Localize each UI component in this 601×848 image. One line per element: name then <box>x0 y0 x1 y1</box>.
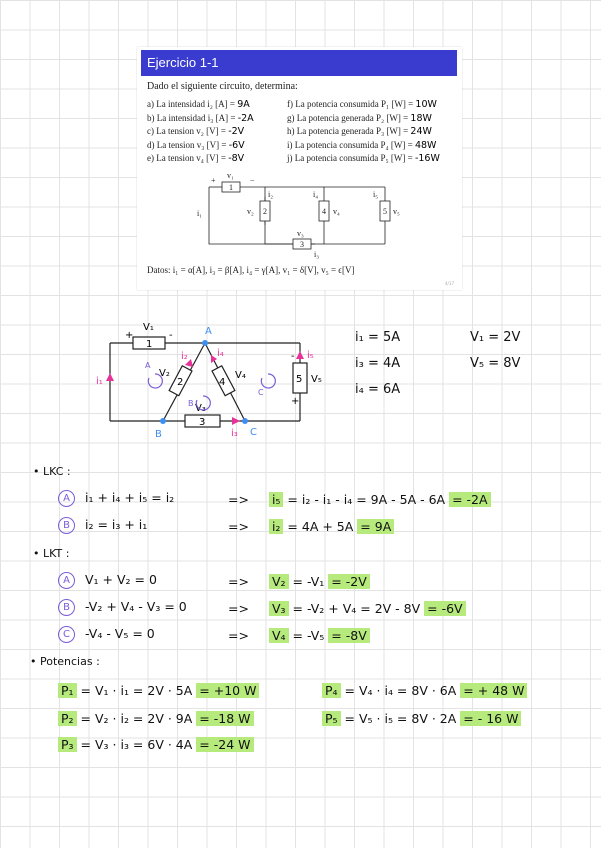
svg-text:4: 4 <box>219 377 226 388</box>
svg-text:−: − <box>250 176 255 185</box>
question-f: f) La potencia consumida P₁ [W] = 10W <box>287 99 437 110</box>
lkt-row-c: C -V₄ - V₅ = 0 <box>58 626 155 643</box>
svg-text:+: + <box>125 330 134 341</box>
lkc-row-b-result: => i₂ = 4A + 5A = 9A <box>228 519 394 534</box>
node-a-label: A <box>205 326 212 337</box>
question-h: h) La potencia generada P₃ [W] = 24W <box>287 126 432 137</box>
exercise-slide <box>137 47 462 290</box>
question-i: i) La potencia consumida P₄ [W] = 48W <box>287 139 437 151</box>
svg-text:1: 1 <box>229 183 233 192</box>
result-v2: = -2V <box>328 574 369 589</box>
answer-i: 48W <box>414 139 437 151</box>
svg-text:v₅: v₅ <box>393 207 400 216</box>
answer-j: -16W <box>414 153 440 164</box>
lkt-heading: • LKT : <box>33 547 70 560</box>
questions-left <box>147 99 254 167</box>
power-p4: P₄ = V₄ · i₄ = 8V · 6A = + 48 W <box>322 683 527 698</box>
known-i1: i₁ = 5A <box>355 330 401 345</box>
known-v1: V₁ = 2V <box>470 330 521 345</box>
question-b: b) La intensidad i₃ [A] = -2A <box>147 112 254 124</box>
answer-h: 24W <box>410 126 432 137</box>
svg-text:v₄: v₄ <box>333 207 340 216</box>
node-c-dot <box>242 418 248 424</box>
answer-g: 18W <box>410 112 432 124</box>
svg-text:5: 5 <box>296 374 303 385</box>
question-e: e) La tension v₄ [V] = -8V <box>147 153 245 164</box>
svg-text:V₃: V₃ <box>195 403 206 414</box>
power-p5: P₅ = V₅ · i₅ = 8V · 2A = - 16 W <box>322 711 521 726</box>
answer-a: 9A <box>237 99 250 110</box>
svg-text:V₄: V₄ <box>235 370 246 381</box>
power-p1: P₁ = V₁ · i₁ = 2V · 5A = +10 W <box>58 683 259 698</box>
hand-circuit-diagram <box>95 318 335 443</box>
known-i4: i₄ = 6A <box>355 382 401 397</box>
svg-text:3: 3 <box>199 417 206 428</box>
node-b-label: B <box>155 429 162 440</box>
lkt-row-b: B -V₂ + V₄ - V₃ = 0 <box>58 599 187 616</box>
svg-text:-: - <box>291 351 295 362</box>
node-b-dot <box>160 418 166 424</box>
result-p5: = - 16 W <box>460 711 521 726</box>
answer-e: -8V <box>228 153 245 164</box>
svg-text:C: C <box>258 388 264 397</box>
svg-text:i₃: i₃ <box>314 250 320 259</box>
svg-text:4: 4 <box>322 207 326 216</box>
lkt-row-c-result: => V₄ = -V₅ = -8V <box>228 628 370 643</box>
question-j: j) La potencia consumida P₅ [W] = -16W <box>287 153 440 164</box>
slide-title: Ejercicio 1-1 <box>141 50 457 76</box>
svg-text:i₂: i₂ <box>181 351 188 362</box>
answer-c: -2V <box>228 126 245 137</box>
known-v5: V₅ = 8V <box>470 356 521 371</box>
result-i2: = 9A <box>357 519 394 534</box>
power-p2: P₂ = V₂ · i₂ = 2V · 9A = -18 W <box>58 711 254 726</box>
lkc-row-a-result: => i₅ = i₂ - i₁ - i₄ = 9A - 5A - 6A = -2A <box>228 492 491 507</box>
question-a: a) La intensidad i₂ [A] = 9A <box>147 99 250 110</box>
svg-text:i₁: i₁ <box>197 209 203 218</box>
answer-f: 10W <box>415 99 437 110</box>
svg-text:i₄: i₄ <box>313 190 319 199</box>
slide-intro: Dado el siguiente circuito, determina: <box>147 81 298 92</box>
answer-b: -2A <box>237 112 254 124</box>
svg-text:V₂: V₂ <box>159 368 170 379</box>
svg-text:i₃: i₃ <box>231 428 238 439</box>
lkc-heading: • LKC : <box>33 465 71 478</box>
result-p2: = -18 W <box>196 711 253 726</box>
svg-text:3: 3 <box>300 240 304 249</box>
svg-text:V₁: V₁ <box>143 322 154 333</box>
result-p4: = + 48 W <box>460 683 527 698</box>
slide-page-number: 4/17 <box>445 281 454 286</box>
lkt-row-b-result: => V₃ = -V₂ + V₄ = 2V - 8V = -6V <box>228 601 466 616</box>
result-v4: = -8V <box>328 628 369 643</box>
svg-text:i₄: i₄ <box>217 348 224 359</box>
svg-text:i₁: i₁ <box>96 376 103 387</box>
svg-text:i₅: i₅ <box>307 350 314 361</box>
lkt-row-a: A V₁ + V₂ = 0 <box>58 572 157 589</box>
question-c: c) La tension v₂ [V] = -2V <box>147 126 245 137</box>
svg-text:+: + <box>291 396 300 407</box>
svg-text:v₃: v₃ <box>297 229 304 238</box>
svg-text:5: 5 <box>383 207 387 216</box>
result-v3: = -6V <box>424 601 465 616</box>
answer-d: -6V <box>228 139 245 151</box>
svg-text:+: + <box>211 176 216 185</box>
question-d: d) La tension v₃ [V] = -6V <box>147 139 245 151</box>
badge-b: B <box>58 517 75 534</box>
node-c-label: C <box>250 427 257 438</box>
potencias-heading: • Potencias : <box>30 655 100 668</box>
svg-text:B: B <box>188 399 194 408</box>
result-p1: = +10 W <box>196 683 259 698</box>
power-p3: P₃ = V₃ · i₃ = 6V · 4A = -24 W <box>58 737 254 752</box>
known-i3: i₃ = 4A <box>355 356 401 371</box>
lkc-row-b: B i₂ = i₃ + i₁ <box>58 517 147 534</box>
svg-text:v₂: v₂ <box>247 207 254 216</box>
slide-circuit-diagram <box>137 167 462 262</box>
lkc-row-a: A i₁ + i₄ + i₅ = i₂ <box>58 490 174 507</box>
result-p3: = -24 W <box>196 737 253 752</box>
question-g: g) La potencia generada P₂ [W] = 18W <box>287 112 432 124</box>
result-i5: = -2A <box>449 492 490 507</box>
svg-text:V₅: V₅ <box>311 374 322 385</box>
questions-right <box>287 99 440 167</box>
slide-datos: Datos: i₁ = α[A], i₃ = β[A], i₄ = γ[A], v₁ = δ[V], v₅ = ϵ[V] <box>147 265 355 275</box>
svg-text:2: 2 <box>177 377 184 388</box>
svg-text:2: 2 <box>263 207 267 216</box>
svg-text:1: 1 <box>146 339 153 350</box>
node-a-dot <box>202 340 208 346</box>
svg-text:-: - <box>169 330 173 341</box>
lkt-row-a-result: => V₂ = -V₁ = -2V <box>228 574 370 589</box>
svg-text:A: A <box>145 361 151 370</box>
svg-text:i₂: i₂ <box>268 190 274 199</box>
badge-a: A <box>58 490 75 507</box>
svg-text:i₅: i₅ <box>373 190 379 199</box>
svg-text:v₁: v₁ <box>227 171 234 180</box>
